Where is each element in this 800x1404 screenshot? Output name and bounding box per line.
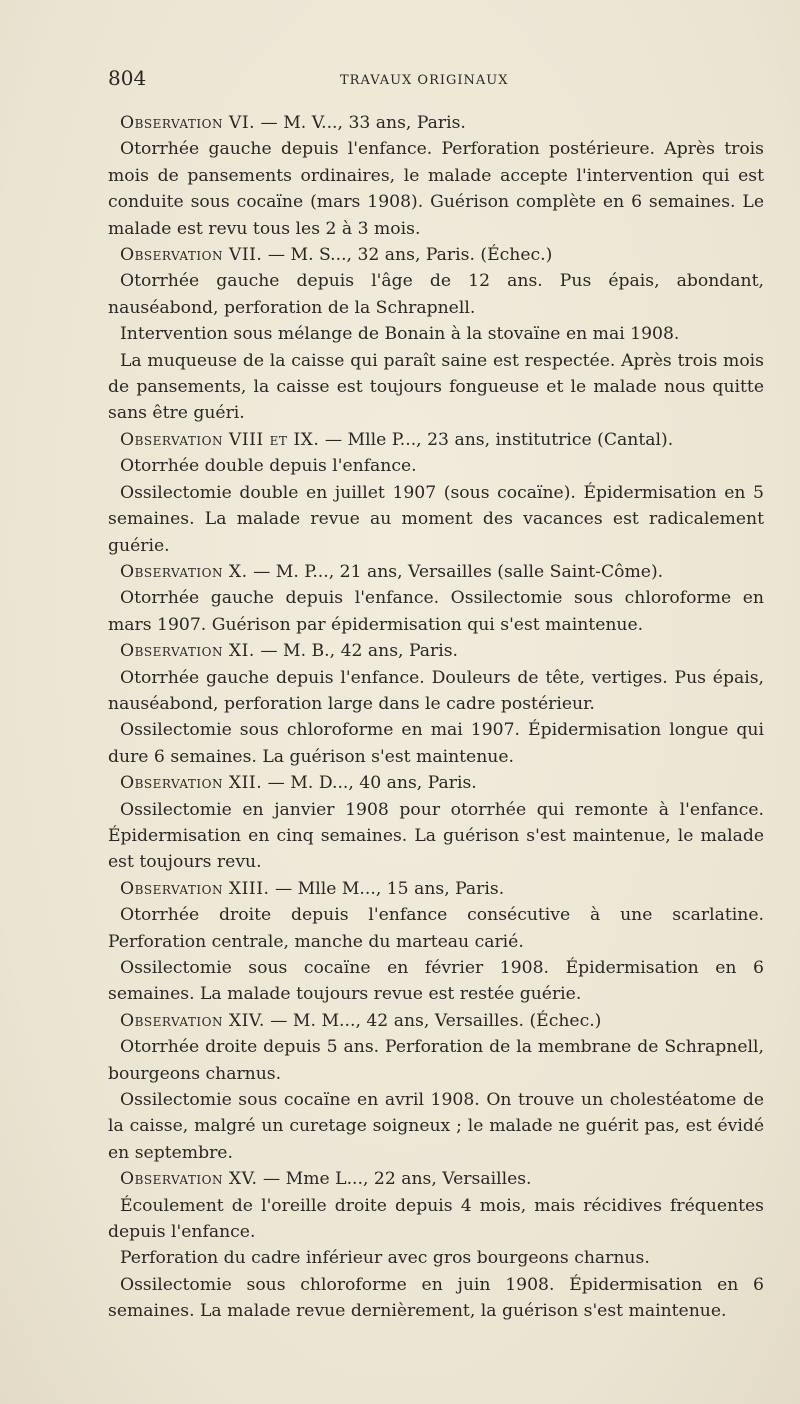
paragraph — [108, 1193, 764, 1246]
paragraph — [108, 902, 764, 955]
paragraph — [108, 1087, 764, 1166]
paragraph-text: — Mlle M..., 15 ans, Paris. — [269, 878, 505, 899]
paragraph-text: — M. M..., 42 ans, Versailles. (Échec.) — [264, 1010, 602, 1031]
paragraph — [108, 717, 764, 770]
observation-label: Observation X. — [120, 561, 248, 582]
paragraph-text: Intervention sous mélange de Bonain à la stovaïne en mai 1908. — [120, 324, 680, 345]
observation-label: Observation VIII et IX. — [120, 429, 320, 450]
observation-label: Observation XV. — [120, 1169, 258, 1190]
paragraph-text: Ossilectomie sous cocaïne en avril 1908. On trouve un cholestéatome de la caisse, malgré un curetage soigneux ; le malade ne guérit pas, est évidé en septembre. — [108, 1090, 764, 1163]
paragraph-text: Ossilectomie sous chloroforme en juin 1908. Épidermisation en 6 semaines. La malade revue dernièrement, la guérison s'est maintenue. — [108, 1274, 764, 1322]
observation-heading — [108, 876, 764, 902]
paragraph-text: Otorrhée gauche depuis l'enfance. Ossilectomie sous chloroforme en mars 1907. Guérison par épidermisation qui s'est maintenue. — [108, 588, 764, 635]
paragraph-text: La muqueuse de la caisse qui paraît saine est respectée. Après trois mois de pansements, la caisse est toujours fongueuse et le malade nous quitte sans être guéri. — [108, 350, 764, 424]
paragraph-text: Ossilectomie double en juillet 1907 (sous cocaïne). Épidermisation en 5 semaines. La malade revue au moment des vacances est radicalement guérie. — [108, 482, 764, 556]
paragraph — [108, 585, 764, 638]
paragraph-text: Otorrhée double depuis l'enfance. — [120, 456, 417, 477]
paragraph — [108, 136, 764, 242]
paragraph-text: Otorrhée gauche depuis l'âge de 12 ans. Pus épais, abondant, nauséabond, perforation de la Schrapnell. — [108, 271, 764, 318]
paragraph-text: — M. V..., 33 ans, Paris. — [255, 113, 466, 133]
paragraph — [108, 348, 764, 427]
paragraph-text: — M. D..., 40 ans, Paris. — [262, 773, 477, 794]
paragraph — [108, 1272, 764, 1325]
paragraph — [108, 797, 764, 876]
paragraph-text: Otorrhée gauche depuis l'enfance. Perforation postérieure. Après trois mois de pansements ordinaires, le malade accepte l'intervention qui est conduite sous cocaïne (mars 1908). Guérison complète en 6 semaines. Le malade est revu tous les 2 à 3 mois. — [108, 139, 764, 239]
paragraph — [108, 453, 764, 479]
observation-heading — [108, 110, 764, 136]
observation-heading — [108, 1166, 764, 1192]
paragraph-text: Ossilectomie sous cocaïne en février 1908. Épidermisation en 6 semaines. La malade toujours revue est restée guérie. — [108, 958, 764, 1005]
paragraph-text: Ossilectomie en janvier 1908 pour otorrhée qui remonte à l'enfance. Épidermisation en cinq semaines. La guérison s'est maintenue, le malade est toujours revu. — [108, 799, 764, 873]
observation-heading — [108, 770, 764, 796]
paragraph-text: Ossilectomie sous chloroforme en mai 1907. Épidermisation longue qui dure 6 semaines. La guérison s'est maintenue. — [108, 720, 764, 767]
paragraph-text: Perforation du cadre inférieur avec gros bourgeons charnus. — [120, 1248, 650, 1269]
observation-heading — [108, 242, 764, 268]
paragraph-text: — M. P..., 21 ans, Versailles (salle Saint-Côme). — [247, 561, 664, 582]
paragraph — [108, 321, 764, 347]
observation-label: Observation XIV. — [120, 1010, 265, 1031]
paragraph-text: — M. S..., 32 ans, Paris. (Échec.) — [262, 245, 553, 266]
observation-heading — [108, 1008, 764, 1034]
observation-label: Observation XII. — [120, 773, 263, 794]
paragraph — [108, 480, 764, 559]
paragraph-text: — Mme L..., 22 ans, Versailles. — [257, 1169, 532, 1190]
paragraph — [108, 665, 764, 718]
observation-label: Observation VII. — [120, 245, 263, 266]
observation-heading — [108, 427, 764, 453]
paragraph-text: Otorrhée gauche depuis l'enfance. Douleurs de tête, vertiges. Pus épais, nauséabond, perforation large dans le cadre postérieur. — [108, 667, 764, 714]
running-head — [108, 66, 760, 96]
observation-label: Observation VI. — [120, 113, 256, 133]
paragraph-text: — M. B., 42 ans, Paris. — [254, 641, 459, 662]
observation-heading — [108, 638, 764, 664]
header-title: TRAVAUX ORIGINAUX — [340, 73, 509, 88]
paragraph — [108, 1034, 764, 1087]
paragraph — [108, 1245, 764, 1271]
paragraph — [108, 268, 764, 321]
observation-label: Observation XIII. — [120, 878, 270, 899]
page-number: 804 — [108, 66, 147, 90]
paragraph-text: Otorrhée droite depuis 5 ans. Perforation de la membrane de Schrapnell, bourgeons charnus. — [108, 1037, 764, 1084]
paragraph-text: Otorrhée droite depuis l'enfance consécutive à une scarlatine. Perforation centrale, manche du marteau carié. — [108, 905, 764, 952]
paragraph-text: — Mlle P..., 23 ans, institutrice (Cantal). — [319, 429, 674, 450]
paragraph-text: Écoulement de l'oreille droite depuis 4 mois, mais récidives fréquentes depuis l'enfance. — [108, 1195, 764, 1243]
body-text — [108, 110, 764, 1325]
observation-heading — [108, 559, 764, 585]
paragraph — [108, 955, 764, 1008]
observation-label: Observation XI. — [120, 641, 255, 662]
